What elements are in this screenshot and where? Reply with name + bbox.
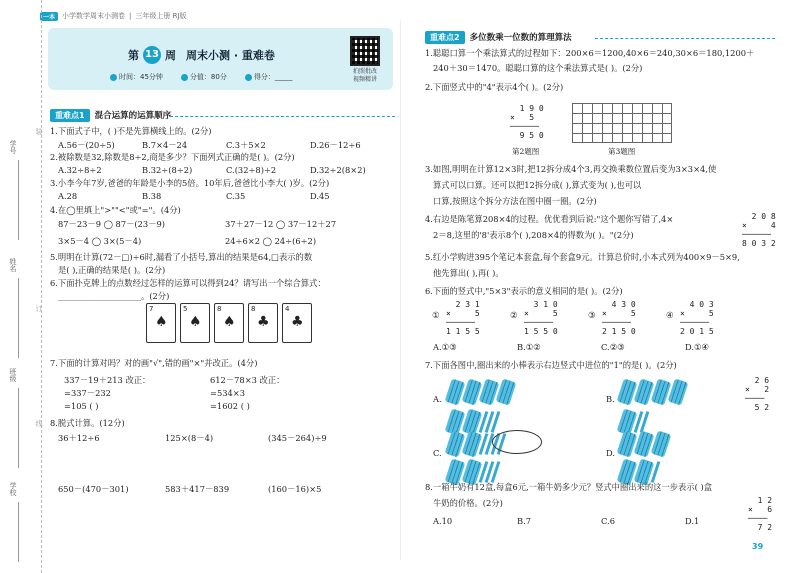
section-heading-1 bbox=[50, 108, 171, 122]
question-3: 3.小李今年7岁,爸爸的年龄是小李的5倍。10年后,爸爸比小李大( )岁。(2分) bbox=[50, 178, 330, 188]
spade-icon: ♠ bbox=[189, 314, 202, 330]
answer-line bbox=[18, 502, 19, 562]
expression: (345－264)÷9 bbox=[268, 433, 327, 443]
binding-gutter bbox=[0, 0, 42, 573]
section-divider bbox=[595, 38, 775, 39]
stick-bundles-a bbox=[448, 380, 513, 404]
question-r3-cont: 算式可以口算。还可以把12拆分成( ),算式变为( ),也可以 bbox=[433, 180, 642, 190]
option[interactable]: D.32÷2(8×2) bbox=[310, 165, 366, 175]
option-label[interactable]: B. bbox=[606, 394, 615, 404]
name-label: 姓名 bbox=[9, 258, 17, 272]
playing-card: 5 ♠ bbox=[180, 303, 210, 343]
qr-code-icon[interactable] bbox=[350, 36, 380, 66]
club-icon: ♣ bbox=[291, 314, 304, 330]
question-5-cont: 是( ),正确的结果是( )。(2分) bbox=[58, 265, 166, 275]
option-label[interactable]: A. bbox=[433, 394, 442, 404]
stick-bundles-d2 bbox=[620, 460, 657, 484]
vertical-calc: 2 0 8 × 4 ────── 8 0 3 2 bbox=[742, 212, 776, 248]
option[interactable]: C.3＋5×2 bbox=[226, 140, 266, 150]
quiz-title: 周末小测 · 重难卷 bbox=[186, 49, 275, 62]
option[interactable]: B.32÷(8÷2) bbox=[142, 165, 193, 175]
stick-bundles-b bbox=[620, 380, 685, 404]
playing-cards bbox=[146, 303, 312, 343]
calc-label: ② bbox=[510, 310, 518, 320]
expression: (160－16)×5 bbox=[268, 484, 322, 494]
stick-bundle-icon bbox=[668, 378, 689, 405]
option[interactable]: C.35 bbox=[226, 191, 246, 201]
question-r4-cont: 2＝8,这里的'8'表示8个( ),208×4的得数为( )。"(2分) bbox=[433, 230, 634, 240]
calc-line: =534×3 bbox=[210, 388, 246, 398]
page-divider bbox=[400, 20, 401, 560]
question-6: 6.下面扑克牌上的点数经过怎样的运算可以得到24？请写出一个综合算式： bbox=[50, 278, 326, 288]
option[interactable]: D.①④ bbox=[685, 342, 709, 352]
question-r3: 3.如图,明明在计算12×3时,把12拆分成4个3,再交换乘数位置后变为3×3×4,使 bbox=[425, 164, 717, 174]
question-2-options bbox=[58, 165, 366, 175]
compare-item[interactable]: 37＋27－12 ◯ 37－12＋27 bbox=[225, 219, 337, 229]
question-2: 2.被除数是32,除数是8÷2,商是多少？下面列式正确的是( )。(2分) bbox=[50, 152, 295, 162]
expression: 36＋12÷6 bbox=[58, 433, 100, 443]
vertical-calc: 1 2 × 6 ──── 7 2 bbox=[748, 496, 773, 532]
stick-bundle-icon bbox=[651, 430, 672, 457]
calc-line[interactable]: =1602 ( ) bbox=[210, 401, 250, 411]
calc-label: ③ bbox=[588, 310, 596, 320]
cut-mark: 线 bbox=[35, 420, 43, 427]
question-8: 8.脱式计算。(12分) bbox=[50, 418, 125, 428]
banner-title: 第 13 周 周末小测 · 重难卷 bbox=[128, 46, 275, 64]
question-1: 1.下面式子中，( )不是先算横线上的。(2分) bbox=[50, 126, 212, 136]
question-r6: 6.下面的竖式中,"5×3"表示的意义相同的是( )。(2分) bbox=[425, 286, 623, 296]
grade-label: 三年级上册 RJ版 bbox=[135, 12, 187, 20]
section-tag: 重难点2 bbox=[425, 31, 465, 44]
question-r8-cont: 牛奶的价格。(2分) bbox=[433, 498, 503, 508]
option[interactable]: D.1 bbox=[685, 516, 700, 526]
page-number: 39 bbox=[752, 542, 764, 551]
option[interactable]: A.①③ bbox=[433, 342, 457, 352]
playing-card: 8 ♠ bbox=[214, 303, 244, 343]
question-r5-cont: 他先算出( ),再( )。 bbox=[433, 268, 504, 278]
question-r3-cont: 口算,按照这个拆分方法在图中圈一圈。(2分) bbox=[433, 196, 597, 206]
series-logo: 一本 bbox=[40, 12, 58, 21]
vertical-calc: 4 0 3 × 5 ────── 2 0 1 5 bbox=[680, 300, 714, 336]
question-r8: 8.一箱牛奶有12盒,每盒6元,一箱牛奶多少元？竖式中圈出来的这一步表示( )盒 bbox=[425, 482, 713, 492]
expression: 583＋417－839 bbox=[165, 484, 230, 494]
stick-bundle-icon bbox=[496, 378, 517, 405]
question-r8-options bbox=[433, 516, 699, 526]
question-5: 5.明明在计算(72－□)÷6时,漏看了小括号,算出的结果是64,□表示的数 bbox=[50, 252, 313, 262]
calc-line: =337－232 bbox=[64, 388, 111, 398]
calc-line: 337－19＋213 改正： bbox=[64, 375, 151, 385]
calc-line[interactable]: =105 ( ) bbox=[64, 401, 99, 411]
figure-caption: 第2题图 bbox=[512, 147, 540, 156]
series-name: 小学数学周末小测卷 bbox=[62, 12, 126, 20]
option[interactable]: C.②③ bbox=[601, 342, 625, 352]
compare-item[interactable]: 24÷6×2 ◯ 24÷(6÷2) bbox=[225, 236, 317, 246]
playing-card: 7 ♠ bbox=[146, 303, 176, 343]
pen-icon bbox=[245, 74, 252, 81]
compare-item[interactable]: 87－23－9 ◯ 87－(23－9) bbox=[58, 219, 166, 229]
club-icon: ♣ bbox=[257, 314, 270, 330]
vertical-calc: 2 3 1 × 5 ────── 1 1 5 5 bbox=[446, 300, 480, 336]
total-score: 分值：80分 bbox=[189, 73, 227, 81]
student-id-label: 学号 bbox=[9, 140, 17, 154]
vertical-calc: 2 6 × 2 ──── 5 2 bbox=[745, 376, 770, 412]
banner-meta bbox=[110, 72, 292, 82]
question-1-options bbox=[58, 139, 361, 151]
section-title: 多位数乘一位数的算理算法 bbox=[469, 33, 572, 43]
vertical-calc: 3 1 0 × 5 ────── 1 5 5 0 bbox=[524, 300, 558, 336]
question-r5: 5.红小学购进395个笔记本套盒,每个套盒9元。计算总价时,小本式列为400×9－5×9, bbox=[425, 252, 740, 262]
section-tag: 重难点1 bbox=[50, 109, 90, 122]
option[interactable]: A.32÷8÷2 bbox=[58, 165, 102, 175]
compare-item[interactable]: 3×5－4 ◯ 3×(5－4) bbox=[58, 236, 142, 246]
spade-icon: ♠ bbox=[155, 314, 168, 330]
option[interactable]: B.7×4－24 bbox=[142, 140, 188, 150]
vertical-calc: 1 9 0 × 5 ────── 9 5 0 bbox=[510, 104, 544, 140]
option[interactable]: B.7 bbox=[517, 516, 532, 526]
question-7: 7.下面的计算对吗？对的画"√",错的画"×"并改正。(4分) bbox=[50, 358, 258, 368]
calc-label: ① bbox=[432, 310, 440, 320]
option[interactable]: A.56－(20÷5) bbox=[58, 140, 115, 150]
question-3-options bbox=[58, 191, 330, 201]
question-6-answer[interactable]: ____________________。(2分) bbox=[58, 291, 170, 301]
vertical-calc: 4 3 0 × 5 ────── 2 1 5 0 bbox=[602, 300, 636, 336]
option-label[interactable]: D. bbox=[606, 448, 615, 458]
question-r1: 1.聪聪口算一个乘法算式的过程如下：200×6＝1200,40×6＝240,30×6＝180,1200＋ bbox=[425, 48, 755, 58]
score-field: 得分：_____ bbox=[253, 73, 293, 81]
circled-sticks bbox=[492, 430, 542, 454]
option[interactable]: A.28 bbox=[58, 191, 78, 201]
playing-card: 8 ♣ bbox=[248, 303, 278, 343]
question-r7: 7.下面各图中,圈出来的小棒表示右边竖式中进位的"1"的是( )。(2分) bbox=[425, 360, 677, 370]
section-title: 混合运算的运算顺序 bbox=[94, 111, 172, 121]
score-icon bbox=[181, 74, 188, 81]
section-divider bbox=[170, 116, 395, 117]
page-header: 一本 小学数学周末小测卷 | 三年级上册 RJ版 bbox=[40, 10, 187, 22]
qr-caption: 拍照批改 视频精讲 bbox=[352, 68, 377, 83]
time-limit: 时间：45分钟 bbox=[119, 73, 163, 81]
question-r2: 2.下面竖式中的"4"表示4个( )。(2分) bbox=[425, 82, 564, 92]
cut-mark: 装 bbox=[35, 128, 43, 135]
answer-line bbox=[18, 160, 19, 240]
option[interactable]: D.45 bbox=[310, 191, 330, 201]
week-number-badge: 13 bbox=[143, 46, 161, 64]
stick-bundles-a2 bbox=[448, 410, 497, 434]
calc-label: ④ bbox=[666, 310, 674, 320]
question-4: 4.在◯里填上">""<"或"="。(4分) bbox=[50, 205, 181, 215]
option[interactable]: B.①② bbox=[517, 342, 541, 352]
stick-bundles-d bbox=[620, 432, 668, 456]
question-r6-options bbox=[433, 342, 709, 352]
answer-line bbox=[18, 278, 19, 358]
stick-bundles-c2 bbox=[448, 460, 497, 484]
option[interactable]: C.6 bbox=[601, 516, 615, 526]
expression: 125×(8－4) bbox=[165, 433, 214, 443]
cut-mark: 订 bbox=[35, 305, 43, 312]
playing-card: 4 ♣ bbox=[282, 303, 312, 343]
clock-icon bbox=[110, 74, 117, 81]
expression: 650－(470－301) bbox=[58, 484, 129, 494]
option[interactable]: A.10 bbox=[433, 516, 453, 526]
option[interactable]: D.26－12÷6 bbox=[310, 140, 361, 150]
title-banner bbox=[48, 28, 393, 90]
option[interactable]: C.(32÷8)÷2 bbox=[226, 165, 277, 175]
figure-caption: 第3题图 bbox=[608, 147, 636, 156]
question-r4: 4.右边是陈笔算208×4的过程。优优看到后说:"这个题你写错了,4× bbox=[425, 214, 674, 224]
option-label[interactable]: C. bbox=[433, 448, 442, 458]
dot-grid-figure bbox=[572, 103, 672, 143]
class-label: 班级 bbox=[9, 368, 17, 382]
question-r1-cont: 240＋30＝1470。聪聪口算的这个乘法算式是( )。(2分) bbox=[433, 63, 643, 73]
option[interactable]: B.38 bbox=[142, 191, 162, 201]
school-label: 学校 bbox=[9, 482, 17, 496]
answer-line bbox=[18, 388, 19, 468]
calc-line: 612－78×3 改正： bbox=[210, 375, 285, 385]
section-heading-2 bbox=[425, 30, 572, 44]
spade-icon: ♠ bbox=[223, 314, 236, 330]
